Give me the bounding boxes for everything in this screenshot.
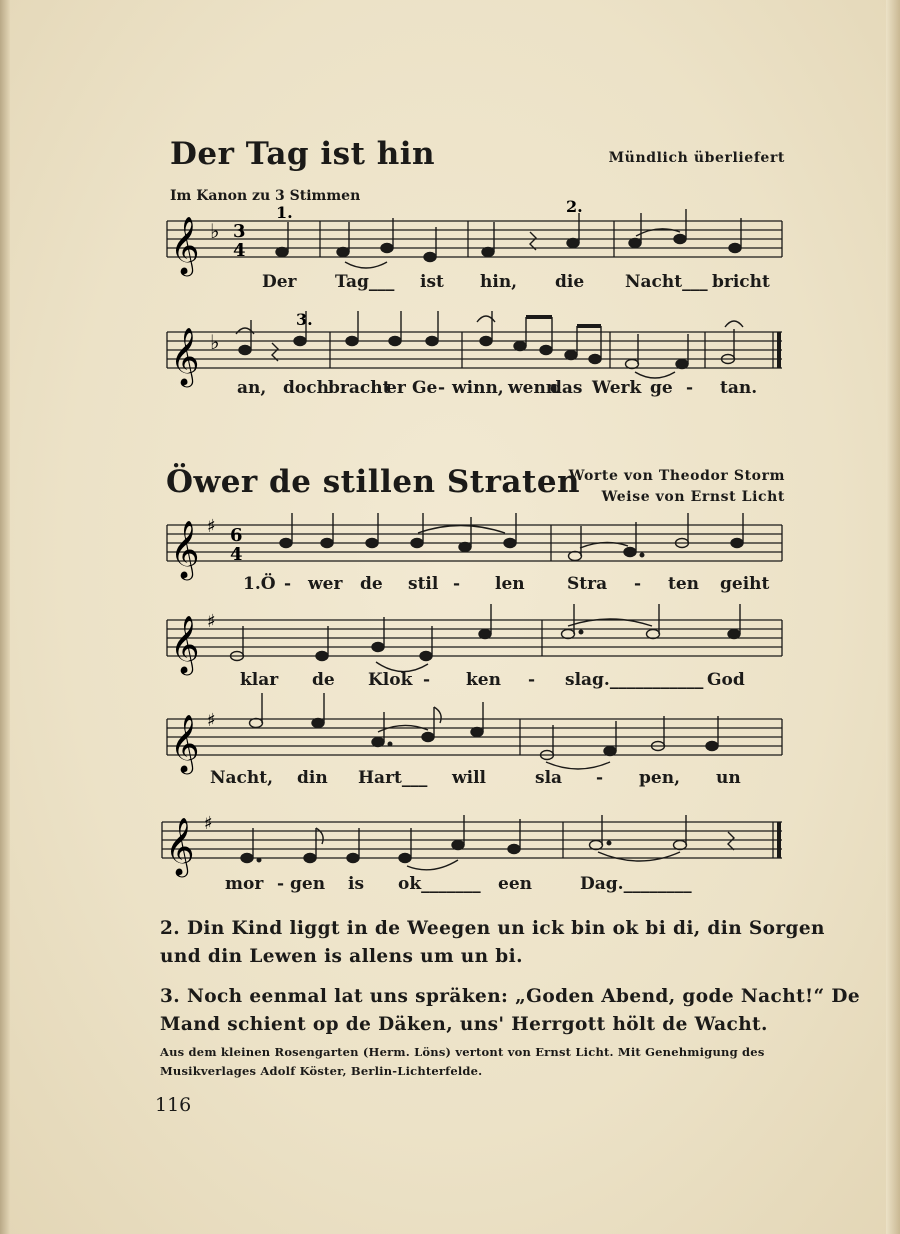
svg-text:wenn: wenn xyxy=(508,378,559,398)
svg-text:len: len xyxy=(495,574,525,594)
svg-text:slag.___________: slag.___________ xyxy=(565,670,704,690)
svg-text:gen: gen xyxy=(290,874,326,894)
svg-text:hin,: hin, xyxy=(480,272,518,292)
verse-3-line-2: Mand schient op de Däken, uns' Herrgott hölt de Wacht. xyxy=(160,1014,768,1035)
svg-text:geiht: geiht xyxy=(720,574,770,594)
svg-text:Nacht,: Nacht, xyxy=(210,768,274,788)
svg-text:1.Ö: 1.Ö xyxy=(243,574,276,594)
svg-text:doch: doch xyxy=(283,378,329,398)
svg-text:stil: stil xyxy=(408,574,439,594)
treble-clef-icon: 𝄞 xyxy=(170,615,200,673)
verse-2-line-1: 2. Din Kind liggt in de Weegen un ick bin ok bi di, din Sorgen xyxy=(160,918,825,939)
svg-text:de: de xyxy=(312,670,335,690)
song2-time-bottom: 4 xyxy=(230,544,243,565)
song1-time-top: 3 xyxy=(233,221,246,242)
canon-mark-3: 3. xyxy=(296,310,313,329)
song2-staff-1 xyxy=(167,525,782,561)
svg-text:klar: klar xyxy=(240,670,279,690)
svg-text:-: - xyxy=(528,670,536,690)
song2-lyrics-2 xyxy=(240,670,745,690)
svg-text:-: - xyxy=(284,574,292,594)
svg-text:Stra: Stra xyxy=(567,574,608,594)
sharp-icon: ♯ xyxy=(207,710,216,731)
song1-credit: Mündlich überliefert xyxy=(608,150,785,166)
song2-credit-music: Weise von Ernst Licht xyxy=(601,489,785,505)
svg-text:will: will xyxy=(452,768,487,788)
svg-text:ten: ten xyxy=(668,574,700,594)
svg-text:Dag.________: Dag.________ xyxy=(580,874,692,894)
svg-text:de: de xyxy=(360,574,383,594)
treble-clef-icon: 𝄞 xyxy=(170,520,200,578)
svg-text:die: die xyxy=(555,272,585,292)
song1-instruction: Im Kanon zu 3 Stimmen xyxy=(170,188,361,204)
svg-text:God: God xyxy=(707,670,745,690)
song2-staff-3 xyxy=(167,719,782,755)
song2-credit-words: Worte von Theodor Storm xyxy=(568,468,785,484)
sharp-icon: ♯ xyxy=(207,611,216,632)
svg-text:een: een xyxy=(498,874,532,894)
treble-clef-icon: 𝄞 xyxy=(165,817,195,875)
song2-lyrics-1 xyxy=(243,573,770,594)
svg-text:-: - xyxy=(423,670,431,690)
svg-text:is: is xyxy=(348,874,365,894)
svg-text:sla: sla xyxy=(535,768,563,788)
svg-text:-: - xyxy=(453,574,461,594)
svg-text:-: - xyxy=(277,874,285,894)
song2-notes-1 xyxy=(280,513,743,561)
svg-text:Ge: Ge xyxy=(412,378,438,398)
song2-notes-3 xyxy=(250,693,719,769)
verse-2-line-2: und din Lewen is allens um un bi. xyxy=(160,946,523,967)
page-number: 116 xyxy=(155,1094,192,1116)
song2-time-top: 6 xyxy=(230,525,243,546)
treble-clef-icon: 𝄞 xyxy=(170,714,200,772)
verse-3-line-1: 3. Noch eenmal lat uns spräken: „Goden Abend, gode Nacht!“ De xyxy=(160,986,861,1007)
treble-clef-icon: 𝄞 xyxy=(170,327,200,385)
song1-title: Der Tag ist hin xyxy=(170,136,436,172)
svg-text:ok_______: ok_______ xyxy=(398,874,481,894)
svg-text:an,: an, xyxy=(237,378,267,398)
sharp-icon: ♯ xyxy=(204,813,213,834)
svg-text:Klok: Klok xyxy=(368,670,413,690)
song2-title: Öwer de stillen Straten xyxy=(166,464,581,500)
source-note-line-2: Musikverlages Adolf Köster, Berlin-Lichterfelde. xyxy=(160,1064,483,1078)
svg-text:ken: ken xyxy=(466,670,501,690)
svg-text:winn,: winn, xyxy=(452,378,504,398)
svg-text:Nacht___: Nacht___ xyxy=(625,272,708,292)
song2-lyrics-3 xyxy=(210,768,741,788)
canon-mark-2: 2. xyxy=(566,197,583,216)
source-note-line-1: Aus dem kleinen Rosengarten (Herm. Löns) vertont von Ernst Licht. Mit Genehmigung des xyxy=(160,1045,765,1059)
svg-text:Werk: Werk xyxy=(592,378,642,398)
svg-text:bracht: bracht xyxy=(328,378,391,398)
svg-text:ist: ist xyxy=(420,272,444,292)
svg-text:Der: Der xyxy=(262,272,297,292)
song1-time-bottom: 4 xyxy=(233,240,246,261)
svg-text:din: din xyxy=(297,768,328,788)
song2-staff-4 xyxy=(162,822,782,858)
svg-text:-: - xyxy=(438,378,446,398)
svg-text:un: un xyxy=(716,768,741,788)
sharp-icon: ♯ xyxy=(207,516,216,537)
song2-lyrics-4 xyxy=(225,874,692,894)
svg-text:Hart___: Hart___ xyxy=(358,768,428,788)
svg-text:er: er xyxy=(386,378,406,398)
svg-text:-: - xyxy=(634,574,642,594)
song2-staff-2 xyxy=(167,620,782,656)
svg-text:Tag___: Tag___ xyxy=(335,272,395,292)
svg-text:mor: mor xyxy=(225,874,264,894)
svg-text:-: - xyxy=(686,378,694,398)
svg-text:bricht: bricht xyxy=(712,272,770,292)
song2-notes-4 xyxy=(241,815,734,870)
svg-text:tan.: tan. xyxy=(720,378,758,398)
svg-text:ge: ge xyxy=(650,378,673,398)
flat-icon: ♭ xyxy=(210,330,220,354)
svg-text:-: - xyxy=(596,768,604,788)
flat-icon: ♭ xyxy=(210,219,220,243)
treble-clef-icon: 𝄞 xyxy=(170,216,200,274)
svg-text:pen,: pen, xyxy=(639,768,680,788)
canon-mark-1: 1. xyxy=(276,203,293,222)
svg-text:wer: wer xyxy=(308,574,343,594)
svg-text:das: das xyxy=(550,378,583,398)
